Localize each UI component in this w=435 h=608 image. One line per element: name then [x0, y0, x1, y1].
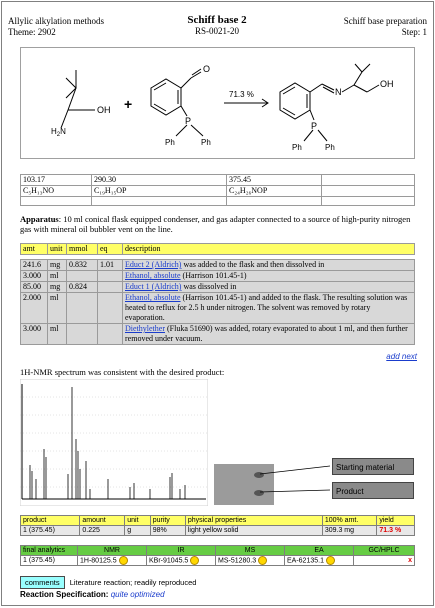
col-description: description — [123, 244, 415, 255]
analytics-gc-missing: x — [354, 556, 415, 566]
smiley-icon — [190, 556, 199, 565]
arrow-yield-label: 71.3 % — [229, 90, 254, 99]
reagent-eq — [98, 293, 123, 324]
sm2-aldehyde-o: O — [203, 64, 211, 74]
reagent-unit: mg — [48, 282, 67, 293]
theme-id: Theme: 2902 — [8, 27, 56, 37]
reagent-desc-text: (Harrison 101.45-1) and added to the flask. The resulting solution was heated to reflux for 2.5 h under nitrogen. The solvent was removed by rotary evaporation. — [125, 293, 408, 322]
reagents-table — [20, 243, 415, 345]
formula-educt2: C₁₉H₁₅OP — [92, 186, 227, 197]
product-amount: 0.225 — [80, 526, 125, 536]
sm1-isopropyl — [66, 78, 76, 98]
apparatus-text: : 10 ml conical flask equipped condenser, and gas adapter connected to a source of high-purity nitrogen gas with mineral oil bubbler vent on the line. — [20, 214, 411, 234]
product-ph2: Ph — [325, 143, 335, 152]
col-nmr: NMR — [78, 546, 147, 556]
header-right — [344, 16, 427, 38]
spec-value[interactable]: quite optimized — [110, 590, 165, 599]
reagent-row — [21, 282, 415, 293]
product-theoretical: 309.3 mg — [322, 526, 377, 536]
reagent-unit: ml — [48, 293, 67, 324]
col-yield: yield — [377, 516, 415, 526]
scheme-svg — [21, 48, 414, 158]
reagent-eq — [98, 271, 123, 282]
smiley-icon — [326, 556, 335, 565]
product-table-row — [21, 526, 415, 536]
reagents-header — [21, 244, 415, 255]
comments-row — [20, 576, 415, 587]
analytics-ms[interactable]: MS-51280.3 — [218, 557, 257, 565]
reagent-description — [123, 260, 415, 271]
comments-text: Literature reaction; readily reproduced — [69, 578, 197, 587]
col-unit: unit — [125, 516, 150, 526]
sm1-nh2-label: $H_2N$ — [51, 127, 66, 138]
sm1-oh-label: OH — [97, 105, 111, 115]
product-unit: g — [125, 526, 150, 536]
product-phosphorus: P — [311, 121, 318, 131]
product-yield: 71.3 % — [377, 526, 415, 536]
product-ring — [280, 83, 310, 119]
spec-label: Reaction Specification: — [20, 590, 109, 599]
col-gc-hplc: GC/HPLC — [354, 546, 415, 556]
reagent-row — [21, 293, 415, 324]
product-purity: 98% — [150, 526, 185, 536]
reagent-amt: 85.00 — [21, 282, 48, 293]
col-eq: eq — [98, 244, 123, 255]
col-mmol: mmol — [67, 244, 98, 255]
reagent-link[interactable]: Diethylether — [125, 324, 165, 333]
sm2-phosphorus: P — [185, 116, 192, 126]
analytics-ms-cell — [216, 556, 285, 566]
col-unit: unit — [48, 244, 67, 255]
col-purity: purity — [150, 516, 185, 526]
page-code: RS-0021-20 — [194, 26, 239, 36]
reagent-mmol: 0.824 — [67, 282, 98, 293]
reagent-description — [123, 324, 415, 345]
sm2-ph2: Ph — [201, 138, 211, 147]
mw-educt1: 103.17 — [21, 175, 92, 186]
reagent-amt: 3.000 — [21, 271, 48, 282]
header-left — [8, 16, 104, 38]
analytics-header — [21, 546, 415, 556]
reagent-unit: mg — [48, 260, 67, 271]
reagent-link[interactable]: Ethanol, absolute — [125, 293, 181, 302]
reagent-eq — [98, 282, 123, 293]
reagent-description — [123, 271, 415, 282]
reagent-link[interactable]: Ethanol, absolute — [125, 271, 181, 280]
step-label: Step: 1 — [401, 27, 427, 37]
reagent-unit: ml — [48, 324, 67, 345]
smiley-icon — [119, 556, 128, 565]
col-product: product — [21, 516, 80, 526]
analytics-ir-cell — [147, 556, 216, 566]
reagent-eq: 1.01 — [98, 260, 123, 271]
analytics-nmr[interactable]: 1H-80125.5 — [80, 557, 117, 565]
reagent-amt: 3.000 — [21, 324, 48, 345]
analytics-row — [21, 556, 415, 566]
molweight-table — [20, 174, 415, 206]
product-oh: OH — [380, 79, 394, 89]
reagent-row — [21, 324, 415, 345]
tlc-pointers — [260, 454, 340, 510]
comments-label: comments — [20, 576, 65, 589]
product-table — [20, 515, 415, 536]
analytics-table — [20, 545, 415, 566]
product-table-header — [21, 516, 415, 526]
formula-product: C₂₄H₂₆NOP — [227, 186, 322, 197]
mw-product: 375.45 — [227, 175, 322, 186]
header-center — [152, 15, 282, 37]
add-next-link[interactable] — [386, 352, 417, 361]
reagent-description — [123, 293, 415, 324]
col-physical-properties: physical properties — [185, 516, 322, 526]
formula-empty — [322, 186, 415, 197]
mw-educt2: 290.30 — [92, 175, 227, 186]
reagent-amt: 241.6 — [21, 260, 48, 271]
col-ms: MS — [216, 546, 285, 556]
product-label: Product — [332, 482, 414, 499]
reagent-desc-text: was added to the flask and then dissolved in — [181, 260, 325, 269]
analytics-ea-cell — [285, 556, 354, 566]
apparatus-label: Apparatus — [20, 214, 59, 224]
product-imine-n: N — [335, 87, 342, 97]
reagent-amt: 2.000 — [21, 293, 48, 324]
col-amount: amount — [80, 516, 125, 526]
analytics-ea[interactable]: EA-62135.1 — [287, 557, 324, 565]
theme-title: Allylic alkylation methods — [8, 16, 104, 26]
product-physical: light yellow solid — [185, 526, 322, 536]
reagent-desc-text: (Fluka 51690) was added, rotary evaporated to about 1 ml, and then further removed under vacuum. — [125, 324, 408, 343]
reagent-desc-text: (Harrison 101.45-1) — [180, 271, 247, 280]
analytics-compound: 1 (375.45) — [21, 556, 78, 566]
product-id: 1 (375.45) — [21, 526, 80, 536]
reaction-scheme — [20, 47, 415, 159]
reagent-desc-text: was dissolved in — [181, 282, 237, 291]
page — [1, 1, 434, 606]
col-ir: IR — [147, 546, 216, 556]
plus-sign: + — [124, 96, 133, 112]
reagent-unit: ml — [48, 271, 67, 282]
sm2-ring — [151, 79, 181, 115]
reagent-row — [21, 260, 415, 271]
col-final-analytics: final analytics — [21, 546, 78, 556]
prep-title: Schiff base preparation — [343, 16, 427, 26]
reagent-mmol: 0.832 — [67, 260, 98, 271]
mw-empty — [322, 175, 415, 186]
sm2-ph1: Ph — [165, 138, 175, 147]
reagent-mmol — [67, 271, 98, 282]
apparatus — [20, 214, 415, 234]
analytics-nmr-cell — [78, 556, 147, 566]
col-ea: EA — [285, 546, 354, 556]
reagent-mmol — [67, 324, 98, 345]
add-next-text[interactable]: add next — [386, 352, 417, 361]
col-100pct-amount: 100% amt. — [322, 516, 377, 526]
reagent-eq — [98, 324, 123, 345]
reagent-link[interactable]: Educt 2 (Aldrich) — [125, 260, 182, 269]
col-amt: amt — [21, 244, 48, 255]
reagent-link[interactable]: Educt 1 (Aldrich) — [125, 282, 182, 291]
analytics-ir[interactable]: KBr-91045.5 — [149, 557, 189, 565]
page-title: Schiff base 2 — [187, 14, 247, 26]
reaction-spec — [20, 590, 165, 599]
nmr-spectrum — [20, 379, 208, 506]
smiley-icon — [258, 556, 267, 565]
reagent-description — [123, 282, 415, 293]
product-ph1: Ph — [292, 143, 302, 152]
starting-material-label: Starting material — [332, 458, 414, 475]
nmr-caption: 1H-NMR spectrum was consistent with the desired product: — [20, 367, 225, 377]
formula-educt1: C₅H₁₃NO — [21, 186, 92, 197]
reagent-row — [21, 271, 415, 282]
reagent-mmol — [67, 293, 98, 324]
